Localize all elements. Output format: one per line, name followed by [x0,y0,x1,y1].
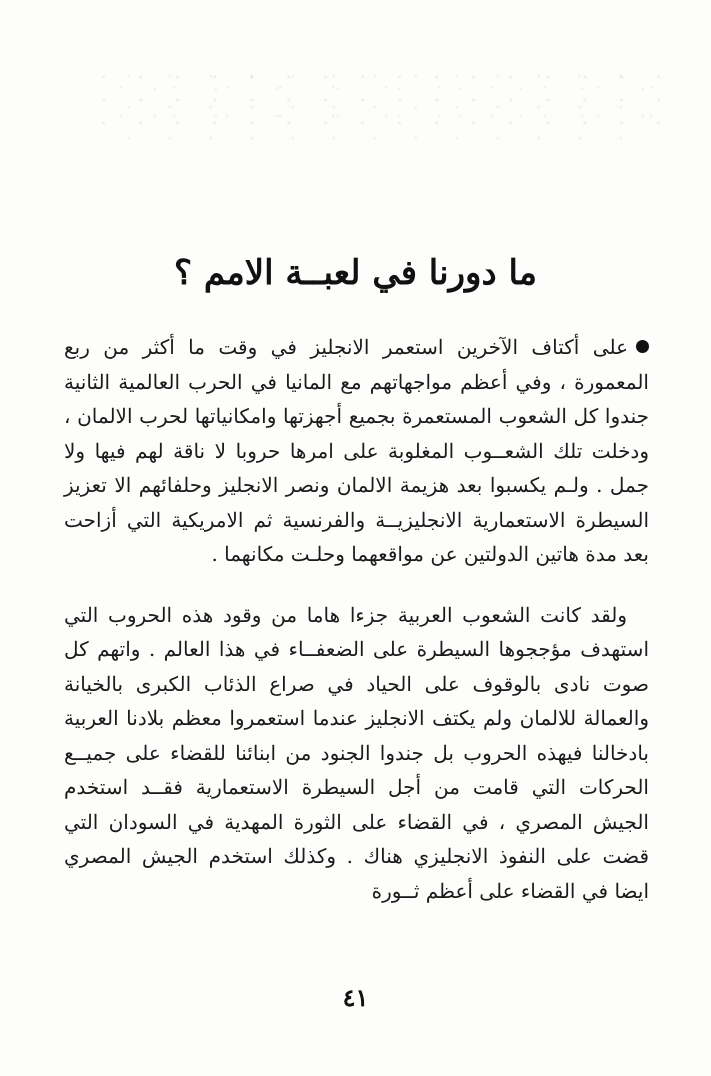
page-number: ٤١ [342,983,369,1012]
paragraph-2 [64,598,649,909]
bullet-icon [636,340,649,353]
paragraph-1 [64,330,649,572]
page-title: ما دورنا في لعبــة الامم ؟ [173,252,538,293]
scan-noise [100,70,660,140]
paragraph-1-text: على أكتاف الآخرين استعمر الانجليز في وقت ما أكثر من ربع المعمورة ، وفي أعظم مواجهاتهم مع المانيا في الحرب العالمية الثانية جندوا كل الشعوب المستعمرة بجميع أجهزتها وامكانياتها لحرب الالمان ، ودخلت تلك الشعــوب المغلوبة على امرها حروبا لا ناقة لهم فيها ولا جمل . ولـم يكسبوا بعد هزيمة الالمان ونصر الانجليز وحلفائهم الا تعزيز السيطرة الاستعمارية الانجليزيــة والفرنسية ثم الامريكية التي أزاحت بعد مدة هاتين الدولتين عن مواقعهما وحلـت مكانهما . [64,335,649,566]
paragraph-2-text: ولقد كانت الشعوب العربية جزءا هاما من وقود هذه الحروب التي استهدف مؤججوها السيطرة على الضعفــاء في هذا العالم . واتهم كل صوت نادى بالوقوف على الحياد في صراع الذئاب الكبرى بالخيانة والعمالة للالمان ولم يكتف الانجليز عندما استعمروا معظم بلادنا العربية بادخالنا فيهذه الحروب بل جندوا الجنود من ابنائنا للقضاء على جميــع الحركات التي قامت من أجل السيطرة الاستعمارية فقــد استخدم الجيش المصري ، في القضاء على الثورة المهدية في السودان التي قضت على النفوذ الانجليزي هناك . وكذلك استخدم الجيش المصري ايضا في القضاء على أعظم ثــورة [64,602,649,903]
body-text [64,330,649,908]
